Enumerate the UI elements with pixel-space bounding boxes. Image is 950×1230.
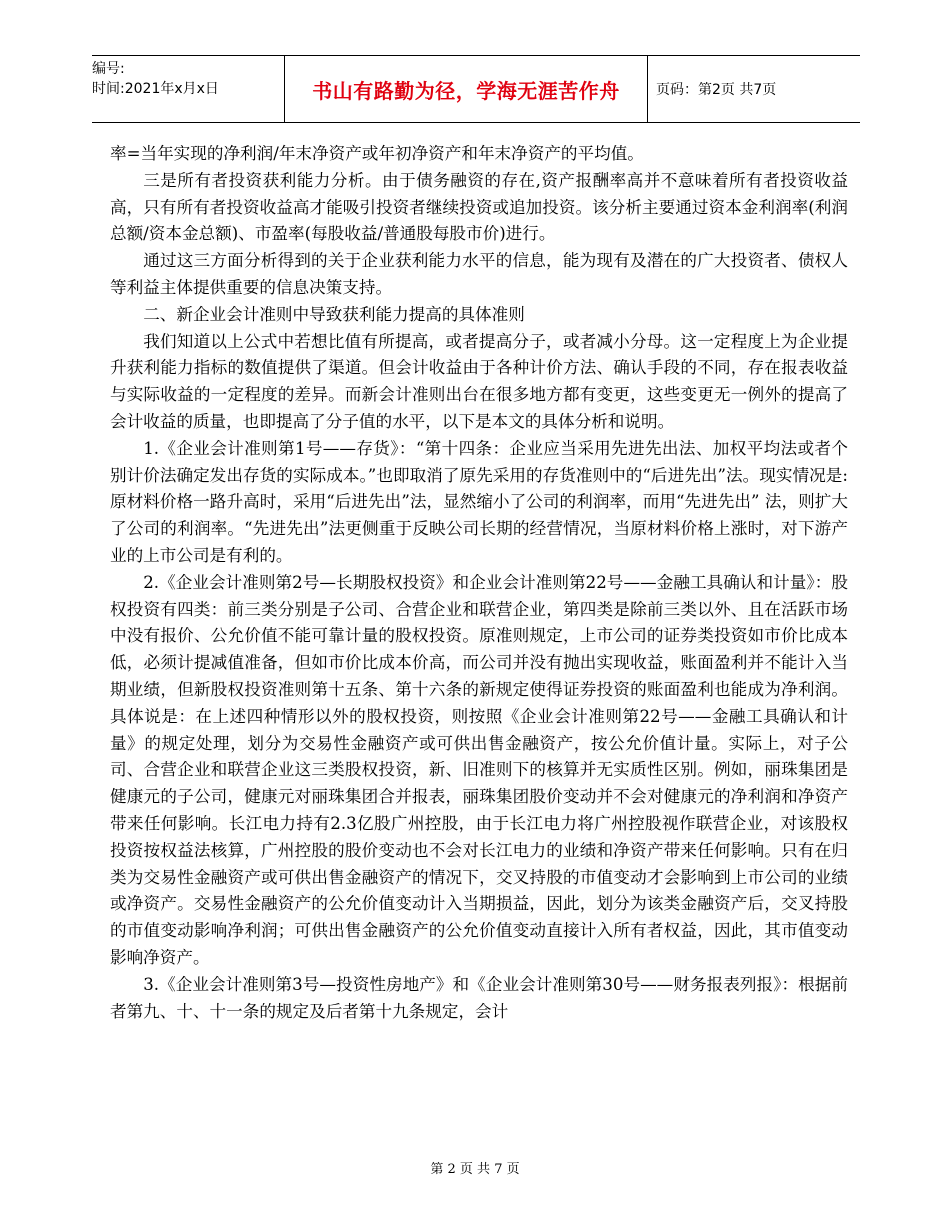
document-number-label: 编号: (92, 61, 125, 77)
header-meta (92, 56, 284, 122)
paragraph: 我们知道以上公式中若想比值有所提高，或者提高分子，或者减小分母。这一定程度上为企业提升获利能力指标的数值提供了渠道。但会计收益由于各种计价方法、确认手段的不同，存在报表收益与实际收益的一定程度的差异。而新会计准则出台在很多地方都有变更，这些变更无一例外的提高了会计收益的质量，也即提高了分子值的水平，以下是本文的具体分析和说明。 (110, 331, 848, 431)
paragraph: 通过这三方面分析得到的关于企业获利能力水平的信息，能为现有及潜在的广大投资者、债权人等利益主体提供重要的信息决策支持。 (110, 251, 848, 297)
header-motto: 书山有路勤为径，学海无涯苦作舟 (284, 56, 648, 122)
document-time-label: 时间:2021年x月x日 (92, 81, 219, 97)
page-footer: 第 2 页 共 7 页 (430, 1162, 520, 1177)
paragraph: 1.《企业会计准则第1号——存货》：“第十四条：企业应当采用先进先出法、加权平均法或者个别计价法确定发出存货的实际成本。”也即取消了原先采用的存货准则中的“后进先出”法。现实情况是:原材料价格一路升高时，采用“后进先出”法，显然缩小了公司的利润率，而用“先进先出” 法，则扩大了公司的利润率。“先进先出”法更侧重于反映公司长期的经营情况，当原材料价格上涨时，对下游产业的上市公司是有利的。 (110, 438, 848, 565)
paragraph: 2.《企业会计准则第2号—长期股权投资》和企业会计准则第22号——金融工具确认和计量》：股权投资有四类：前三类分别是子公司、合营企业和联营企业，第四类是除前三类以外、且在活跃市场中没有报价、公允价值不能可靠计量的股权投资。原准则规定，上市公司的证券类投资如市价比成本低，必须计提减值准备，但如市价比成本价高，而公司并没有抛出实现收益，账面盈利并不能计入当期业绩，但新股权投资准则第十五条、第十六条的新规定使得证券投资的账面盈利也能成为净利润。具体说是：在上述四种情形以外的股权投资，则按照《企业会计准则第22号——金融工具确认和计量》的规定处理，划分为交易性金融资产或可供出售金融资产，按公允价值计量。实际上，对子公司、合营企业和联营企业这三类股权投资，新、旧准则下的核算并无实质性区别。例如，丽珠集团是健康元的子公司，健康元对丽珠集团合并报表，丽珠集团股价变动并不会对健康元的净利润和净资产带来任何影响。长江电力持有2.3亿股广州控股，由于长江电力将广州控股视作联营企业，对该股权投资按权益法核算，广州控股的股价变动也不会对长江电力的业绩和净资产带来任何影响。只有在归类为交易性金融资产或可供出售金融资产的情况下，交叉持股的市值变动才会影响到上市公司的业绩或净资产。交易性金融资产的公允价值变动计入当期损益，因此，划分为该类金融资产后，交叉持股的市值变动影响净利润；可供出售金融资产的公允价值变动直接计入所有者权益，因此，其市值变动影响净资产。 (110, 572, 848, 967)
document-body (110, 141, 848, 1025)
header-page-number: 页码：第2页 共7页 (656, 82, 777, 98)
paragraph: 率=当年实现的净利润/年末净资产或年初净资产和年末净资产的平均值。 (110, 144, 644, 163)
page-header (92, 55, 860, 123)
paragraph: 3.《企业会计准则第3号—投资性房地产》和《企业会计准则第30号——财务报表列报》：根据前者第九、十、十一条的规定及后者第十九条规定，会计 (110, 974, 848, 1021)
section-heading: 二、新企业会计准则中导致获利能力提高的具体准则 (143, 304, 525, 324)
paragraph: 三是所有者投资获利能力分析。由于债务融资的存在,资产报酬率高并不意味着所有者投资收益高，只有所有者投资收益高才能吸引投资者继续投资或追加投资。该分析主要通过资本金利润率(利润总额/资本金总额)、市盈率(每股收益/普通股每股市价)进行。 (110, 170, 848, 244)
